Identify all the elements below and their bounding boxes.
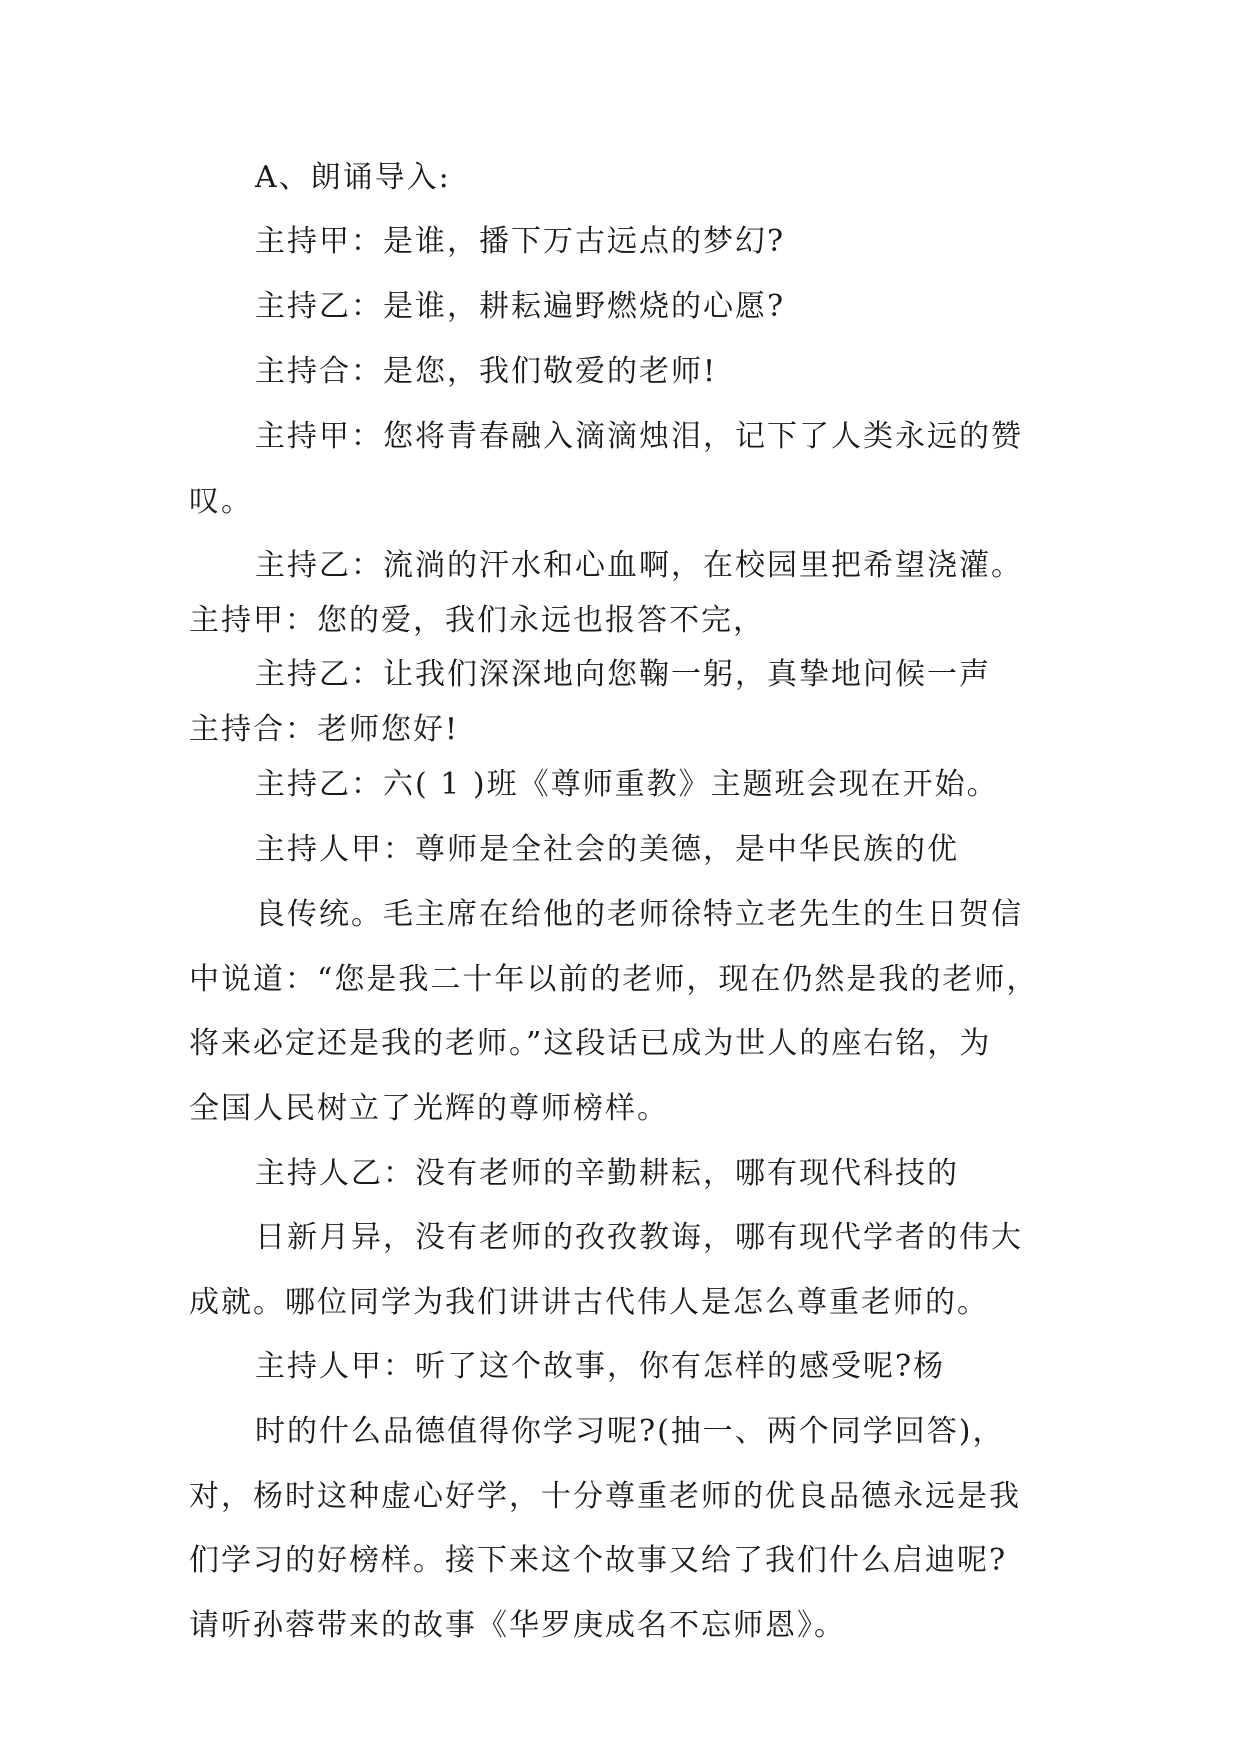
- text-line: 日新月异，没有老师的孜孜教诲，哪有现代学者的伟大: [255, 1220, 1023, 1255]
- text-line: 主持合：老师您好!: [189, 712, 460, 747]
- text-line: A、朗诵导入:: [255, 160, 451, 195]
- text-line: 将来必定还是我的老师。”这段话已成为世人的座右铭，为: [189, 1026, 992, 1061]
- text-line: 主持甲：是谁，播下万古远点的梦幻?: [255, 224, 786, 259]
- text-line: 主持乙：六( 1 )班《尊师重教》主题班会现在开始。: [255, 767, 999, 802]
- text-line: 叹。: [189, 484, 253, 519]
- text-line: 主持乙：让我们深深地向您鞠一躬，真挚地问候一声: [255, 657, 991, 692]
- text-line: 主持乙：是谁，耕耘遍野燃烧的心愿?: [255, 289, 786, 324]
- text-line: 主持乙：流淌的汗水和心血啊，在校园里把希望浇灌。: [255, 548, 1023, 583]
- text-line: 成就。哪位同学为我们讲讲古代伟人是怎么尊重老师的。: [189, 1285, 989, 1320]
- text-line: 全国人民树立了光辉的尊师榜样。: [189, 1091, 669, 1126]
- text-line: 主持人乙：没有老师的辛勤耕耘，哪有现代科技的: [255, 1156, 959, 1191]
- text-line: 主持甲：您将青春融入滴滴烛泪，记下了人类永远的赞: [255, 419, 1023, 454]
- text-line: 主持人甲：听了这个故事，你有怎样的感受呢?杨: [255, 1349, 946, 1384]
- text-line: 主持合：是您，我们敬爱的老师!: [255, 354, 718, 389]
- text-line: 主持甲：您的爱，我们永远也报答不完，: [189, 603, 765, 638]
- text-line: 中说道：“您是我二十年以前的老师，现在仍然是我的老师，: [189, 962, 1039, 997]
- text-line: 主持人甲：尊师是全社会的美德，是中华民族的优: [255, 832, 959, 867]
- text-line: 时的什么品德值得你学习呢?(抽一、两个同学回答)，: [255, 1414, 1005, 1449]
- text-line: 们学习的好榜样。接下来这个故事又给了我们什么启迪呢?: [189, 1543, 1008, 1578]
- text-line: 对，杨时这种虚心好学，十分尊重老师的优良品德永远是我: [189, 1479, 1021, 1514]
- text-line: 请听孙蓉带来的故事《华罗庚成名不忘师恩》。: [189, 1608, 846, 1643]
- text-line: 良传统。毛主席在给他的老师徐特立老先生的生日贺信: [255, 897, 1023, 932]
